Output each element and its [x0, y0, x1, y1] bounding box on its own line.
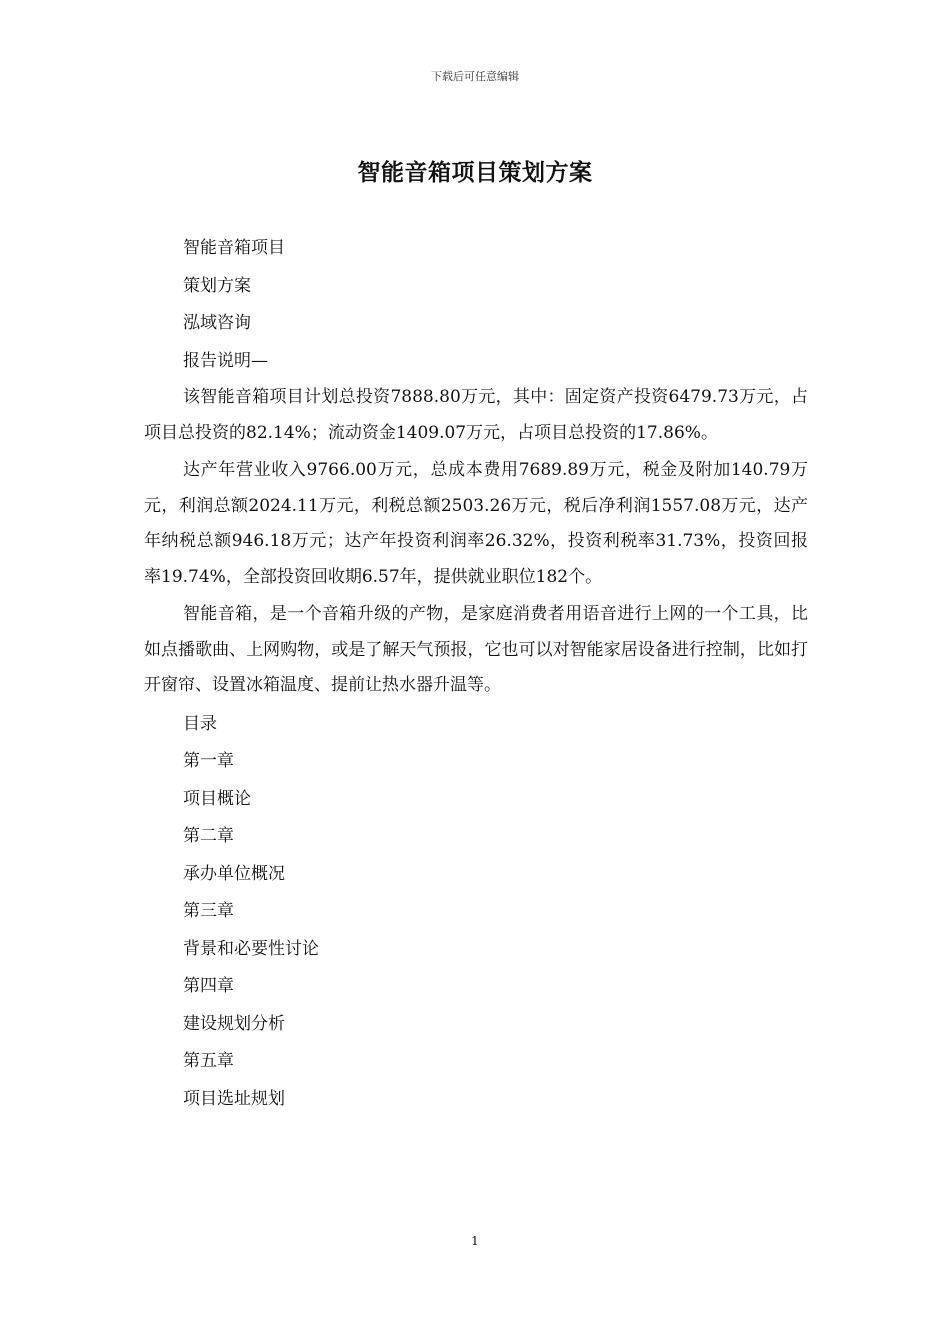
toc-item: 背景和必要性讨论	[183, 938, 319, 959]
toc-item: 项目选址规划	[183, 1088, 285, 1109]
toc-item: 第三章	[183, 901, 234, 921]
paragraph-investment: 该智能音箱项目计划总投资7888.80万元，其中：固定资产投资6479.73万元，占项目总投资的82.14%；流动资金1409.07万元，占项目总投资的17.86%。	[144, 387, 808, 443]
toc-item: 项目概论	[183, 788, 251, 809]
document-body	[144, 230, 808, 1118]
intro-line-report-note: 报告说明—	[183, 350, 268, 371]
document-title: 智能音箱项目策划方案	[357, 159, 593, 186]
toc-item: 第二章	[183, 826, 234, 846]
toc-item: 第一章	[183, 751, 234, 771]
toc-item: 建设规划分析	[183, 1013, 285, 1034]
paragraph-financials: 达产年营业收入9766.00万元，总成本费用7689.89万元，税金及附加140.79万元，利润总额2024.11万元，利税总额2503.26万元，税后净利润1557.08万元，达产年纳税总额946.18万元；达产年投资利润率26.32%，投资利税率31.73%，投资回报率19.74%，全部投资回收期6.57年，提供就业职位182个。	[144, 460, 808, 587]
intro-line-project: 智能音箱项目	[183, 238, 285, 258]
toc-item: 第四章	[183, 976, 234, 996]
toc-item: 第五章	[183, 1051, 234, 1071]
header-note: 下载后可任意编辑	[431, 70, 519, 83]
toc-heading: 目录	[183, 713, 217, 734]
toc-item: 承办单位概况	[183, 863, 285, 884]
paragraph-description: 智能音箱，是一个音箱升级的产物，是家庭消费者用语音进行上网的一个工具，比如点播歌曲、上网购物，或是了解天气预报，它也可以对智能家居设备进行控制，比如打开窗帘、设置冰箱温度、提前让热水器升温等。	[144, 604, 808, 695]
intro-line-plan: 策划方案	[183, 275, 251, 296]
intro-line-company: 泓域咨询	[183, 313, 251, 333]
page-number: 1	[471, 1234, 479, 1248]
